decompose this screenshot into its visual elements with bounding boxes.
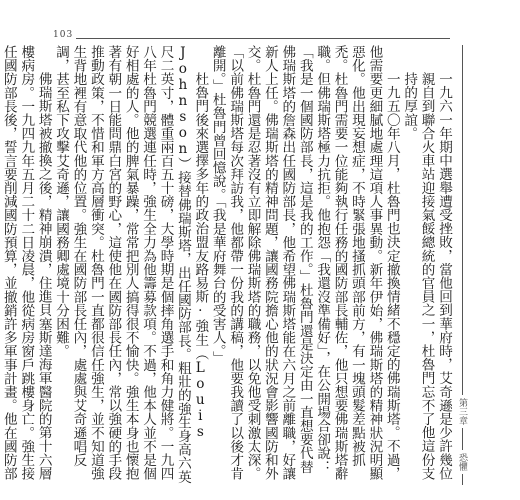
running-head: 第三章 [456,395,469,428]
paragraph-1: 一九六一年期中選舉遭受挫敗，當他回到華府時，艾奇遜是少許幾位親自到聯合火車站迎接氣餒總統的官員之一，杜魯門忘不了他這份支持的厚誼。 [401,72,452,481]
chapter-title: 恐懼 [456,450,469,474]
paragraph-3: 杜魯門後來選擇多年的政治盟友路易斯·強生（Louis Johnson）接替佛瑞斯塔，出任國防部長。粗壯的強生身高六英尺二英寸，體重兩百五十磅，大學時期是個摔角選手和角力健將。一九四八年杜魯門競選連任時，強生全力為他籌募款項。不過，他本人並不是個好相處的人。他的脾氣暴躁，常常把別人搞得很不愉快。強生本身也懷抱著有朝一日能問鼎白宮的野心，這使他在國防部長任內，常以強硬的手段推動政策，不惜和軍方高層衝突。杜魯門一直都很信任強生，並不知道強生背地裡有意取代他的位置。強生在國防部長任內，處處與艾奇遜唱反調，甚至私下攻擊艾奇遜，讓國務卿處境十分困難。 [53,45,209,484]
page-number: 103 [50,30,76,40]
paragraph-2: 一九五〇年八月，杜魯門也決定撤換情緒不穩定的佛瑞斯塔。不過，他需要更細膩地處理這項人事異動。新年伊始，佛瑞斯塔的精神狀況明顯惡化。他出現妄想症，不時緊張地搔抓頭部前方，有一塊頭髮差點被抓禿。杜魯門需要一位能夠執行任務的國防部長輔佐，他只想要佛瑞斯塔辭職。但佛瑞斯塔極力抗拒。他抱怨「我還沒準備好」，在公開場合卻說：「我是一個國防部長，這是我的工作。」杜魯門還是決定由一直想要代替佛瑞斯塔的詹森出任國防部長，他希望佛瑞斯塔能在六月之前離職，好讓新人上任。佛瑞斯塔的精神問題，讓國務院擔心他的狀況會影響國防和外交。杜魯門還是忍著沒有立即解除佛瑞斯塔的職務，以免他受刺激太深。「以前佛瑞斯塔每次拜訪我，他都帶一份我的講稿，他要我讀了以後才肯離開。」杜魯門曾回憶說。「我是華府舞台的受害人。」 [209,45,400,481]
header-rule [54,38,450,39]
paragraph-4: 佛瑞斯塔被撤換之後，精神崩潰，住進貝塞斯達海軍醫院的第十六層樓病房。一九四九年五月二十二日凌晨，他從病房窗戶跳樓身亡。強生接任國防部長後，誓言要削減國防預算，並撤銷許多軍事計畫。他在國防部 [0,45,52,481]
body-text [0,45,452,485]
